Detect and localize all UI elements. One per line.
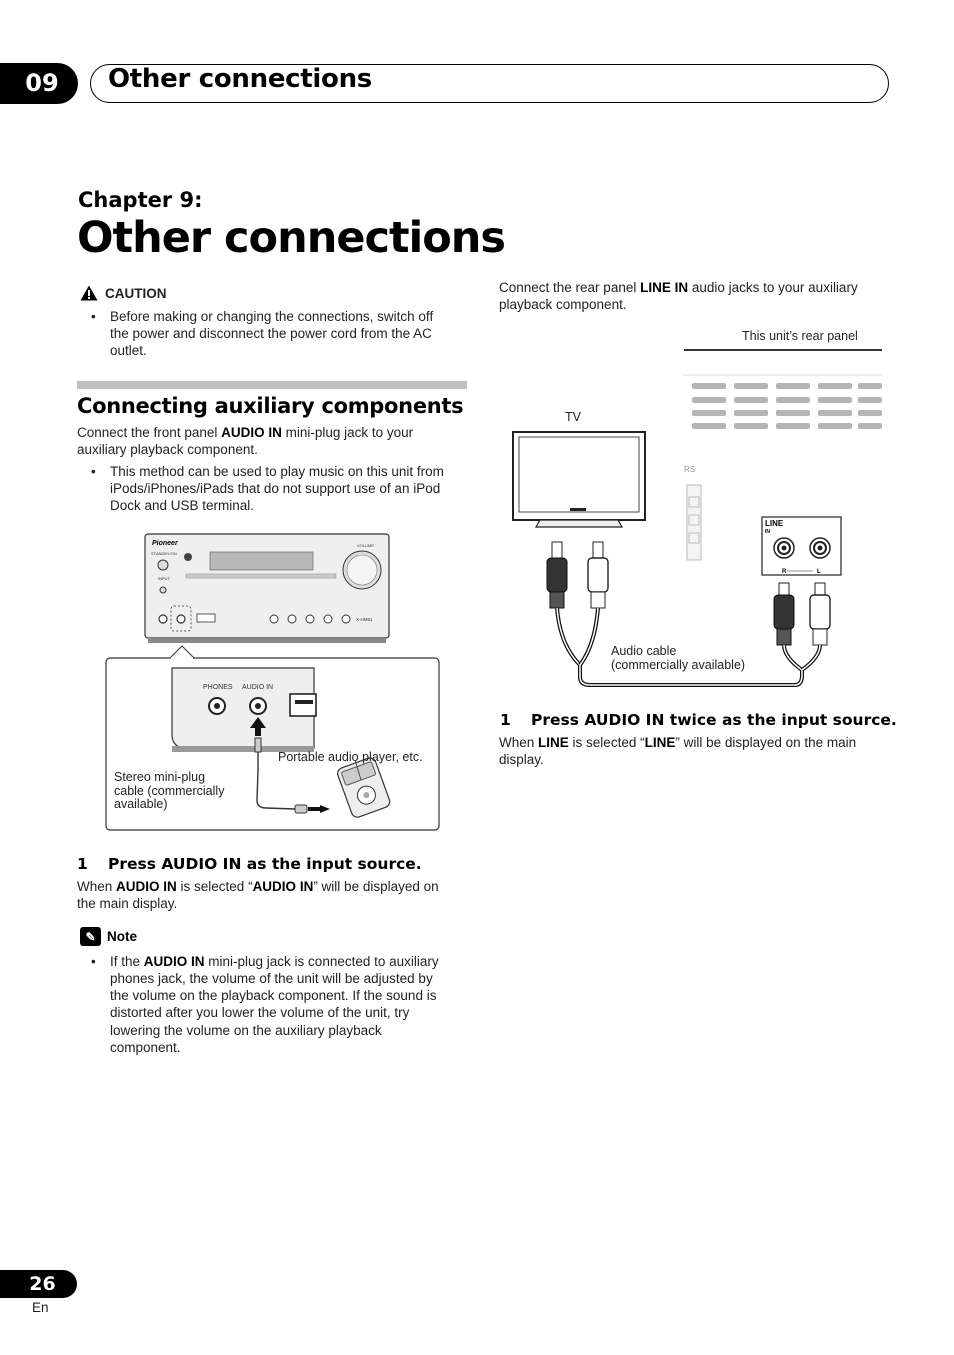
phones-jack-label: PHONES [203,684,233,691]
section-bullet-line2: iPods/iPhones/iPads that do not support use of an iPod [110,481,441,496]
step-right-text-line2: display. [499,752,544,767]
audio-cable-label-line2: (commercially available) [611,658,746,672]
speaker-terminal-label: RS [684,465,696,474]
input-text: INPUT [158,576,170,581]
page-language: En [32,1300,49,1315]
tv-label: TV [565,410,581,424]
note-label: Note [107,929,137,944]
right-intro-line1: Connect the rear panel LINE IN audio jacks to your auxiliary [499,280,858,295]
chapter-title: Other connections [77,213,506,263]
caution-bullet-line3: outlet. [110,343,147,358]
header-title: Other connections [108,64,372,94]
note-line3: the volume on the playback component. If the sound is [110,988,437,1003]
warning-icon [80,285,98,301]
caution-label: CAUTION [105,285,167,301]
mini-plug-cable-label-line2: cable (commercially [114,784,225,798]
step-left-text-line2: the main display. [77,896,178,911]
note-line6: component. [110,1040,181,1055]
r-channel-label: R [782,569,787,575]
rear-connection-figure [500,345,890,695]
section-intro-line1: Connect the front panel AUDIO IN mini-plug jack to your [77,425,414,440]
step-right-title: 1 Press AUDIO IN twice as the input source. [500,711,897,729]
section-bullet-line3: Dock and USB terminal. [110,498,255,513]
volume-text: VOLUME [357,543,374,548]
page-number: 26 [0,1270,77,1298]
l-channel-label: L [817,569,821,575]
zoomed-front-panel [172,668,316,752]
receiver-unit-illustration [145,534,389,643]
rca-cable-unit-end [774,583,830,645]
note-line2: phones jack, the volume of the unit will be adjusted by [110,971,433,986]
brand-logo: Pioneer [152,540,178,547]
caution-bullet-line1: Before making or changing the connections, switch off [110,309,434,324]
in-label: IN [765,529,770,535]
rca-cable-tv-end [547,542,608,608]
note-heading [80,927,137,946]
caution-heading [80,285,167,301]
portable-player-label: Portable audio player, etc. [278,750,423,764]
step-left-text-line1: When AUDIO IN is selected “AUDIO IN” will be displayed on [77,879,439,894]
note-line1: If the AUDIO IN mini-plug jack is connected to auxiliary [110,954,439,969]
step-left-title: 1 Press AUDIO IN as the input source. [77,855,422,873]
step-right-text-line1: When LINE is selected “LINE” will be displayed on the main [499,735,857,750]
mini-plug-cable-label-line1: Stereo mini-plug [114,770,206,784]
mini-plug-cable-label-line3: available) [114,797,168,811]
tv-icon [513,432,645,527]
right-intro-line2: playback component. [499,297,627,312]
model-text: X-HM51 [356,617,373,622]
chapter-number-tab: 09 [0,63,78,104]
note-line4: distorted after you lower the volume of the unit, try [110,1005,410,1020]
audio-cable-label-line1: Audio cable [611,644,677,658]
note-bullet-dot: • [91,954,96,969]
section-bullet-line1: This method can be used to play music on this unit from [110,464,444,479]
caution-bullet-line2: the power and disconnect the power cord from the AC [110,326,432,341]
section-intro-line2: auxiliary playback component. [77,442,258,457]
rear-panel-slots [692,383,882,429]
chapter-label: Chapter 9: [78,188,203,212]
note-line5: lowering the volume on the auxiliary playback [110,1023,382,1038]
caution-bullet-dot: • [91,309,96,324]
section-title: Connecting auxiliary components [77,394,464,418]
line-in-label: LINE [765,519,784,528]
section-bullet-dot: • [91,464,96,479]
section-divider-bar [77,381,467,389]
standby-text: STANDBY/ON [151,551,177,556]
audio-in-jack-label: AUDIO IN [242,684,274,691]
rear-panel-label: This unit’s rear panel [742,329,858,343]
pencil-icon: ✎ [80,927,101,946]
